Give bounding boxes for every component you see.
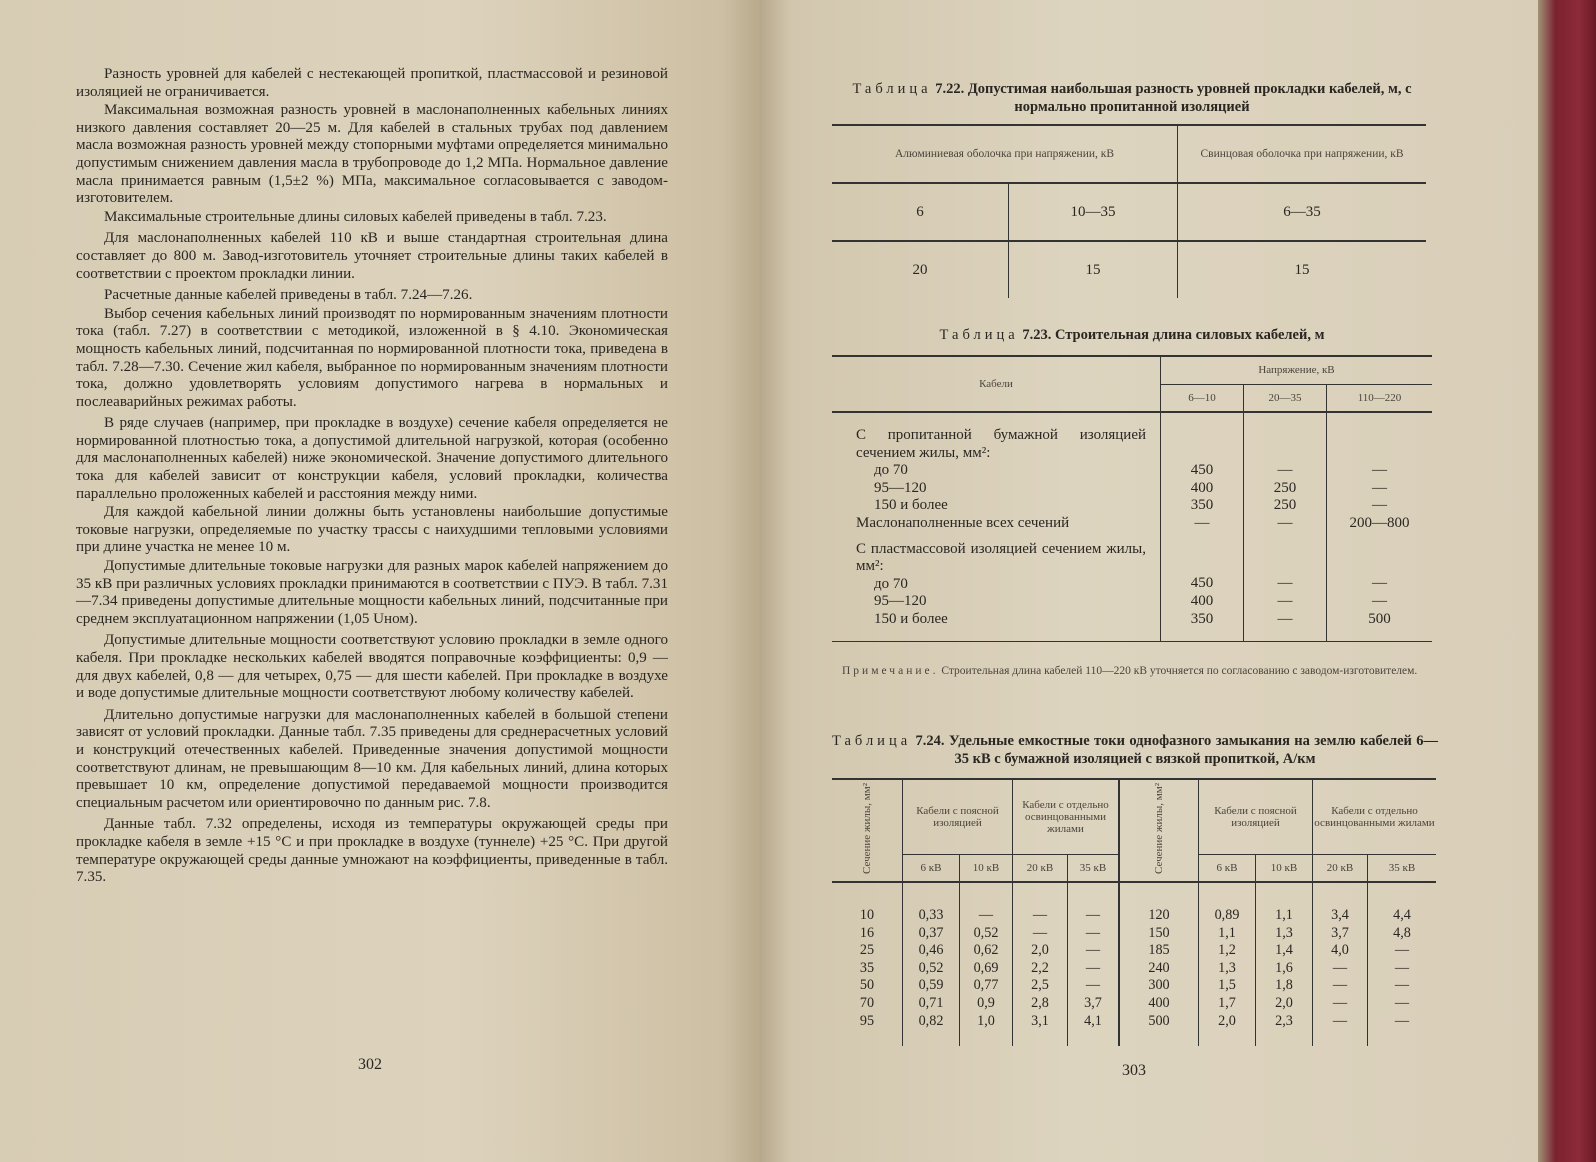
cell: 20: [832, 241, 1009, 298]
paragraph: Для каждой кабельной линии должны быть установлены наибольшие допустимые токовые нагрузки, определяемые по участку трассы с наихудшими тепловыми условиями при длине участка не менее 10 м.: [76, 504, 668, 556]
header-35kv: 35 кВ: [1368, 855, 1437, 883]
table-cell: —: [1068, 925, 1120, 943]
table-cell: 3,7: [1313, 925, 1368, 943]
cell: 450: [1190, 575, 1214, 592]
table-cell: —: [1313, 995, 1368, 1013]
table-cell: 4,0: [1313, 942, 1368, 960]
table-cell: 0,59: [903, 977, 960, 995]
table-cell: —: [1068, 942, 1120, 960]
header-lead-sheath: Свинцовая оболочка при напряжении, кВ: [1200, 147, 1404, 160]
table-cell: 16: [832, 925, 903, 943]
header-section-right: [1119, 779, 1199, 882]
table-row: [832, 942, 1436, 960]
row-label: 150 и более: [874, 610, 948, 627]
cell: 6: [832, 183, 1009, 241]
column-6-10: [1161, 412, 1244, 641]
table-cell: 400: [1119, 995, 1199, 1013]
header-section-left: [832, 779, 903, 882]
header-section-text: Сечение жилы, мм²: [1153, 782, 1165, 874]
table-cell: 0,82: [903, 1013, 960, 1047]
table-cell: 0,69: [960, 960, 1013, 978]
table-cell: 0,37: [903, 925, 960, 943]
cell: —: [1372, 497, 1387, 514]
table-723: [832, 355, 1432, 642]
group-title: С пластмассовой изоляцией сечением жилы, мм²:: [856, 540, 1146, 575]
table-cell: 0,71: [903, 995, 960, 1013]
table-cell: 0,52: [960, 925, 1013, 943]
header-aluminium: Алюминиевая оболочка при напряжении, кВ: [832, 125, 1178, 183]
table-row: [832, 995, 1436, 1013]
table-cell: 0,9: [960, 995, 1013, 1013]
table-cell: —: [1313, 1013, 1368, 1047]
row-label: Маслонаполненные всех сечений: [856, 514, 1070, 531]
paragraph: Выбор сечения кабельных линий производят по нормированным значениям плотности тока (табл. 7.27) в соответствии с методикой, изложенной в § 4.10. Экономическая мощность кабельных линий, подсчитанная по нормированной плотности тока, приведена в табл. 7.28—7.30. Сечение жил кабеля, выбранное по нормированным значениям плотности тока, должно удовлетворять условиям допустимого нагрева в нормальных и послеаварийных режимах работы.: [76, 305, 668, 410]
row-label: до 70: [874, 462, 908, 479]
table-row: [832, 882, 1436, 925]
cell: —: [1277, 592, 1293, 609]
row-label: 95—120: [874, 479, 927, 496]
table-cell: 1,6: [1256, 960, 1313, 978]
table-724-body: [832, 882, 1436, 1046]
cell: —: [1372, 479, 1387, 496]
header-10kv: 10 кВ: [960, 855, 1013, 883]
cell: —: [1277, 514, 1293, 531]
table-row: [832, 1013, 1436, 1047]
header-20kv: 20 кВ: [1313, 855, 1368, 883]
table-cell: —: [1394, 1012, 1410, 1029]
paragraph: Допустимые длительные токовые нагрузки для разных марок кабелей напряжением до 35 кВ при различных условиях прокладки принимаются в соответствии с ПУЭ. В табл. 7.31—7.34 приведены допустимые длительные мощности кабельных линий, подсчитанные при среднем эксплуатационном напряжении (1,05 Uном).: [76, 558, 668, 627]
table-cell: 2,0: [1256, 995, 1313, 1013]
table-cell: —: [1313, 977, 1368, 995]
page-number-right: 303: [1122, 1062, 1146, 1079]
table-723-note: [842, 664, 1432, 678]
table-cell: —: [960, 882, 1013, 925]
table-cell: 0,62: [960, 942, 1013, 960]
paragraph: В ряде случаев (например, при прокладке в воздухе) сечение кабеля определяется не нормированной плотностью тока, а допустимой длительной нагрузкой, которая (особенно для маслонаполненных кабелей) ниже экономической. Значение допустимого длительного тока для кабелей зависит от конструкции кабеля, условий прокладки, количества параллельно проложенных кабелей и расстояния между ними.: [76, 415, 668, 502]
header-col-6-10: 6—10: [1161, 384, 1244, 412]
table-cell: —: [1013, 925, 1068, 943]
cell: 450: [1190, 462, 1214, 478]
table-723-title: 7.23. Строительная длина силовых кабелей, м: [1022, 327, 1325, 343]
cell: 6—35: [1283, 203, 1321, 220]
cell: 350: [1190, 497, 1214, 514]
table-cell: —: [1068, 977, 1120, 995]
table-cell: —: [1394, 942, 1410, 959]
header-belt-right: Кабели с поясной изоляцией: [1199, 779, 1313, 855]
cell: 10—35: [1009, 183, 1178, 241]
table-723-caption: [832, 326, 1432, 344]
paragraph: Максимальные строительные длины силовых кабелей приведены в табл. 7.23.: [104, 208, 607, 225]
header-6kv: 6 кВ: [1199, 855, 1256, 883]
cell: —: [1194, 514, 1210, 531]
left-page-text: [76, 66, 668, 888]
cell: —: [1372, 592, 1387, 609]
cell: 15: [1009, 241, 1178, 298]
table-cell: 1,2: [1199, 942, 1256, 960]
paragraph: Для маслонаполненных кабелей 110 кВ и выше стандартная строительная длина составляет до 800 м. Завод-изготовитель уточняет строительные длины таких кабелей в соответствии с проектом прокладки линии.: [76, 230, 668, 282]
table-cell: 1,4: [1256, 942, 1313, 960]
column-110-220: [1327, 412, 1433, 641]
cell: —: [1277, 462, 1293, 478]
table-cell: 70: [832, 995, 903, 1013]
table-cell: 1,1: [1199, 925, 1256, 943]
paragraph: Максимальная возможная разность уровней в маслонаполненных кабельных линиях низкого давления составляет 20—25 м. Для кабелей в стальных трубах под давлением масла возможная разность уровней между стопорными муфтами определяется минимально допустимым снижением давления масла в трубопроводе до 1,2 МПа. Нормальное давление масла принимается равным (1,5±2 %) МПа, максимальное согласовывается с заводом-изготовителем.: [76, 102, 668, 207]
left-page: [0, 0, 760, 1162]
table-cell: —: [1394, 977, 1410, 994]
cell: 200—800: [1349, 514, 1410, 531]
table-722-title: 7.22. Допустимая наибольшая разность уровней прокладки кабелей, м, с нормально пропитанной изоляцией: [935, 81, 1412, 115]
cell: —: [1277, 610, 1293, 627]
header-cables: Кабели: [832, 356, 1161, 412]
table-cell: 35: [832, 960, 903, 978]
table-row: [832, 960, 1436, 978]
note-lead: Примечание.: [842, 665, 939, 677]
table-724-caption: [832, 732, 1438, 768]
table-cell: 10: [832, 882, 903, 925]
cell: 350: [1190, 610, 1214, 627]
table-row: [832, 183, 1426, 241]
table-row: [832, 241, 1426, 298]
book-binding: [1538, 0, 1596, 1162]
table-cell: 120: [1119, 882, 1199, 925]
table-cell: 300: [1119, 977, 1199, 995]
table-row: [832, 977, 1436, 995]
table-cell: 150: [1119, 925, 1199, 943]
row-label: до 70: [874, 575, 908, 592]
table-cell: 3,1: [1013, 1013, 1068, 1047]
cell: —: [1372, 575, 1387, 592]
table-cell: 1,1: [1256, 882, 1313, 925]
row-labels: [832, 412, 1161, 641]
page-number-left: 302: [358, 1056, 382, 1073]
paragraph: Расчетные данные кабелей приведены в табл. 7.24—7.26.: [104, 287, 473, 304]
row-label: 95—120: [874, 593, 927, 610]
table-cell: 50: [832, 977, 903, 995]
table-cell: 3,4: [1313, 882, 1368, 925]
table-cell: 2,2: [1013, 960, 1068, 978]
table-722: [832, 124, 1426, 298]
table-cell: 1,3: [1199, 960, 1256, 978]
table-722-lead: Таблица: [852, 81, 932, 97]
group-title: С пропитанной бумажной изоляцией сечением жилы, мм²:: [856, 427, 1146, 461]
table-cell: 2,0: [1013, 942, 1068, 960]
header-10kv: 10 кВ: [1256, 855, 1313, 883]
table-724: [832, 778, 1436, 1046]
table-cell: 1,7: [1199, 995, 1256, 1013]
table-cell: 185: [1119, 942, 1199, 960]
table-cell: —: [1313, 960, 1368, 978]
column-20-35: [1244, 412, 1327, 641]
table-row: [832, 925, 1436, 943]
table-cell: 0,77: [960, 977, 1013, 995]
cell: 400: [1190, 592, 1214, 609]
table-cell: —: [1068, 882, 1120, 925]
table-722-caption: [832, 80, 1432, 116]
header-col-20-35: 20—35: [1244, 384, 1327, 412]
header-6kv: 6 кВ: [903, 855, 960, 883]
table-row: [832, 412, 1432, 641]
table-cell: —: [1068, 960, 1120, 978]
cell: 15: [1294, 261, 1310, 278]
table-cell: —: [1394, 994, 1410, 1011]
cell: 250: [1273, 479, 1297, 496]
table-cell: 25: [832, 942, 903, 960]
table-cell: —: [1013, 882, 1068, 925]
paragraph: Данные табл. 7.32 определены, исходя из температуры окружающей среды при прокладке кабеля в земле +15 °С и при прокладке в воздухе (туннеле) +25 °С. При другой температуре окружающей среды данные умножают на коэффициенты, приведенные в табл. 7.35.: [76, 816, 668, 886]
header-20kv: 20 кВ: [1013, 855, 1068, 883]
cell: 400: [1190, 479, 1214, 496]
header-shield-left: Кабели с отдельно освинцованными жилами: [1013, 779, 1120, 855]
paragraph: Длительно допустимые нагрузки для маслонаполненных кабелей в большой степени зависят от условий прокладки. Данные табл. 7.35 приведены для среднерасчетных условий и конструкций отечественных кабелей. Приведенные значения допустимой мощности соответствуют длинам, не превышающим 8—10 км. Для кабельных линий, длина которых превышает 10 км, определение допустимой передаваемой мощности производится специальным расчетом или ориентировочно по данным рис. 7.8.: [76, 706, 668, 811]
table-724-title: 7.24. Удельные емкостные токи однофазного замыкания на землю кабелей 6—35 кВ с бумажной изоляцией с вязкой пропиткой, А/км: [915, 733, 1439, 767]
table-cell: 4,8: [1393, 924, 1411, 941]
table-cell: 2,5: [1013, 977, 1068, 995]
table-724-lead: Таблица: [832, 733, 912, 749]
paragraph: Разность уровней для кабелей с нестекающей пропиткой, пластмассовой и резиновой изоляцией не ограничивается.: [76, 66, 668, 100]
header-voltage: Напряжение, кВ: [1161, 356, 1433, 384]
table-cell: 3,7: [1068, 995, 1120, 1013]
table-cell: 4,4: [1393, 907, 1411, 923]
table-cell: 1,0: [960, 1013, 1013, 1047]
table-cell: 500: [1119, 1013, 1199, 1047]
table-cell: 240: [1119, 960, 1199, 978]
table-cell: 1,3: [1256, 925, 1313, 943]
table-723-lead: Таблица: [939, 327, 1019, 343]
table-header-row: [832, 125, 1426, 183]
header-shield-right: Кабели с отдельно освинцованными жилами: [1314, 805, 1435, 829]
table-cell: 95: [832, 1013, 903, 1047]
header-belt-left: Кабели с поясной изоляцией: [903, 779, 1013, 855]
table-cell: 0,33: [903, 882, 960, 925]
table-cell: 2,0: [1199, 1013, 1256, 1047]
header-section-text: Сечение жилы, мм²: [861, 782, 873, 874]
cell: 500: [1368, 610, 1391, 627]
header-35kv: 35 кВ: [1068, 855, 1120, 883]
row-label: 150 и более: [874, 497, 948, 514]
table-cell: 2,3: [1256, 1013, 1313, 1047]
table-cell: 4,1: [1068, 1013, 1120, 1047]
cell: 250: [1273, 497, 1297, 514]
table-cell: 0,52: [903, 960, 960, 978]
cell: —: [1277, 575, 1293, 592]
table-header-row: [832, 779, 1436, 855]
table-cell: 1,8: [1256, 977, 1313, 995]
table-cell: 2,8: [1013, 995, 1068, 1013]
note-text: Строительная длина кабелей 110—220 кВ уточняется по согласованию с заводом-изготовителем.: [941, 665, 1418, 677]
header-col-110-220: 110—220: [1357, 391, 1402, 404]
cell: —: [1372, 462, 1387, 478]
table-cell: 1,5: [1199, 977, 1256, 995]
table-cell: 0,89: [1199, 882, 1256, 925]
table-cell: 0,46: [903, 942, 960, 960]
table-header-row: [832, 356, 1432, 384]
table-cell: —: [1394, 959, 1410, 976]
paragraph: Допустимые длительные мощности соответствуют условию прокладки в земле одного кабеля. При прокладке нескольких кабелей вводятся поправочные коэффициенты: 0,9 — для двух кабелей, 0,8 — для четырех, 0,75 — для шести кабелей. При прокладке в воздухе и воде допустимые длительные мощности соответствуют любому количеству кабелей.: [76, 632, 668, 702]
